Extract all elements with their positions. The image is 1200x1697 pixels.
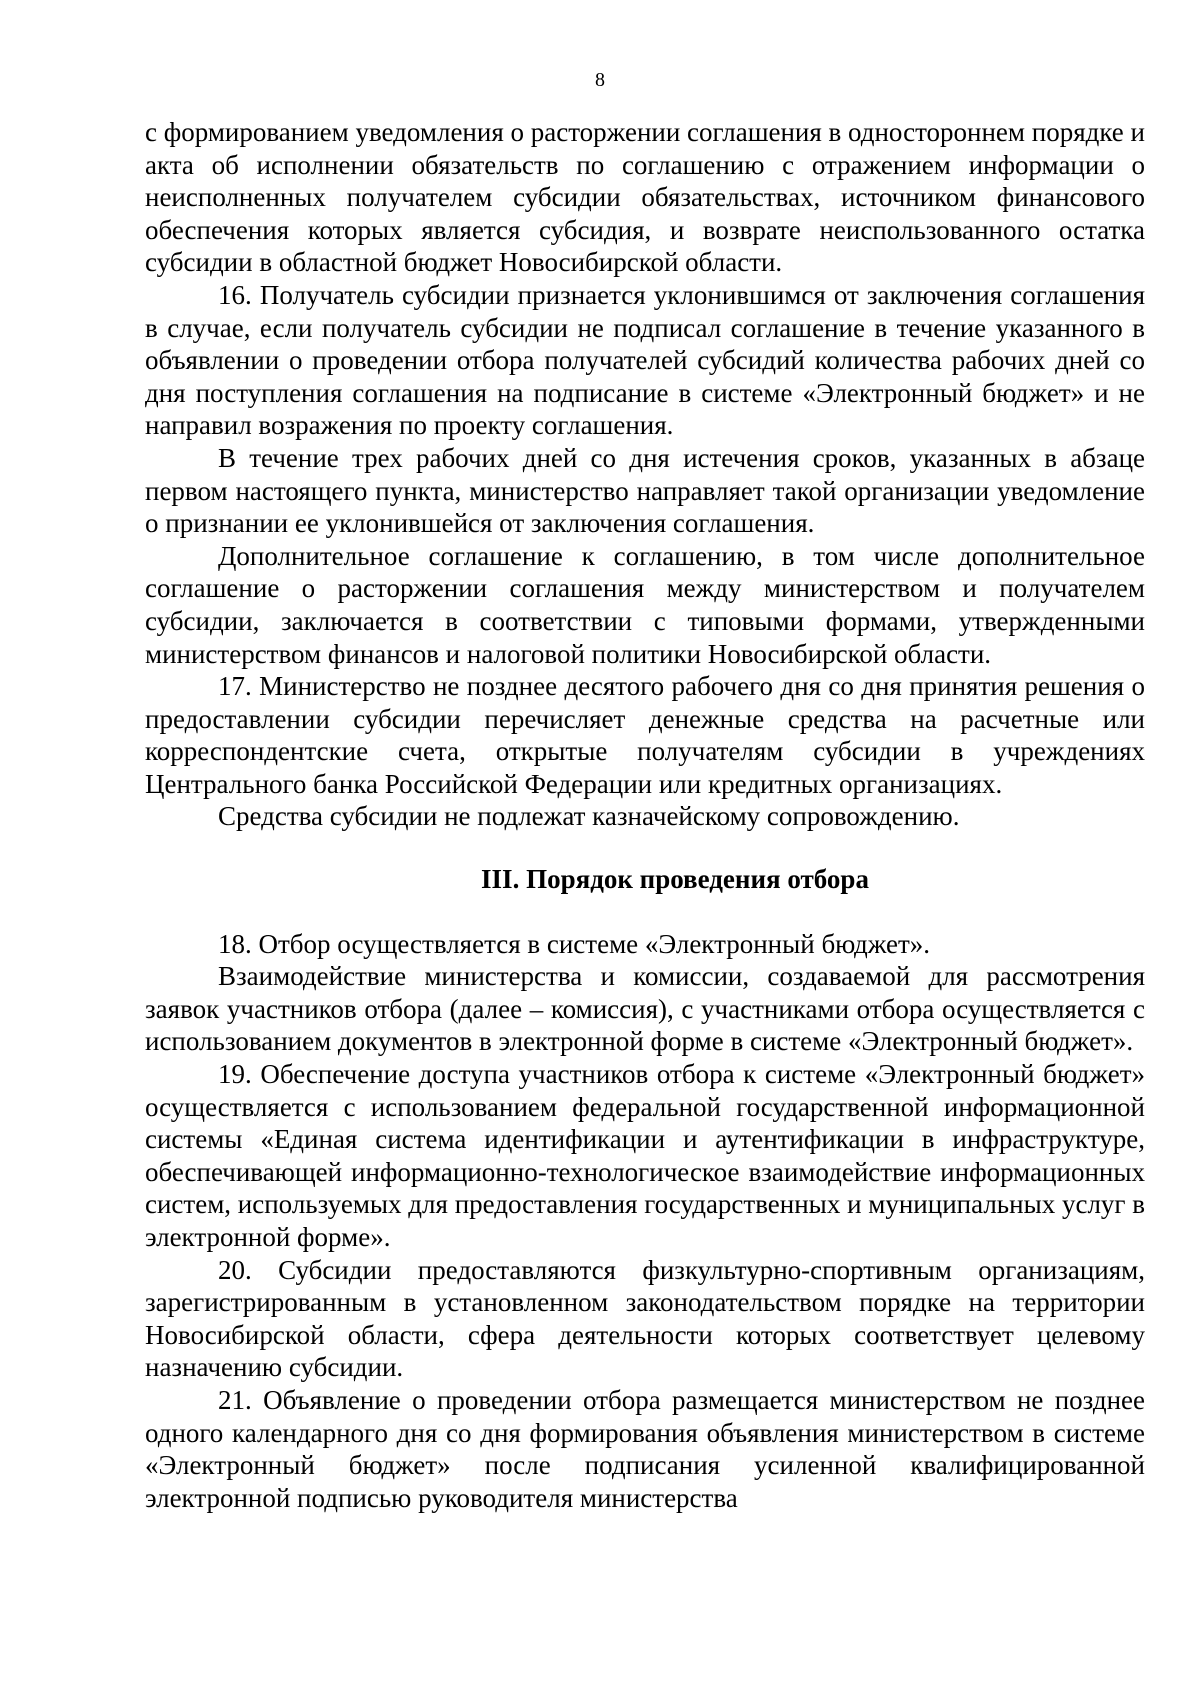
paragraph-item-18-interaction: Взаимодействие министерства и комиссии, создаваемой для рассмотрения заявок участников отбора (далее – комиссия), с участниками отбора осуществляется с использованием документов в электронной форме в системе «Электронный бюджет». [145,961,1145,1057]
paragraph-item-16-additional-agreement: Дополнительное соглашение к соглашению, в том числе дополнительное соглашение о расторжении соглашения между министерством и получателем субсидии, заключается в соответствии с типовыми формами, утвержденными министерством финансов и налоговой политики Новосибирской области. [145,540,1145,669]
paragraph-continuation: с формированием уведомления о расторжении соглашения в одностороннем порядке и акта об исполнении обязательств по соглашению с отражением информации о неисполненных получателем субсидии обязательствах, источником финансового обеспечения которых является субсидия, и возврате неиспользованного остатка субсидии в областной бюджет Новосибирской области. [145,117,1145,278]
paragraph-item-18: 18. Отбор осуществляется в системе «Электронный бюджет». [218,928,931,959]
paragraph-item-16: 16. Получатель субсидии признается уклонившимся от заключения соглашения в случае, если получатель субсидии не подписал соглашение в течение указанного в объявлении о проведении отбора получателей субсидий количества рабочих дней со дня поступления соглашения на подписание в системе «Электронный бюджет» и не направил возражения по проекту соглашения. [145,279,1145,441]
paragraph-item-17-treasury: Средства субсидии не подлежат казначейскому сопровождению. [218,801,960,832]
paragraph-item-16-notice: В течение трех рабочих дней со дня истечения сроков, указанных в абзаце первом настоящего пункта, министерство направляет такой организации уведомление о признании ее уклонившейся от заключения соглашения. [145,442,1145,539]
paragraph-item-20: 20. Субсидии предоставляются физкультурно-спортивным организациям, зарегистрированным в установленном законодательством порядке на территории Новосибирской области, сфера деятельности которых соответствует целевому назначению субсидии. [145,1254,1145,1383]
paragraph-item-19: 19. Обеспечение доступа участников отбора к системе «Электронный бюджет» осуществляется с использованием федеральной государственной информационной системы «Единая система идентификации и аутентификации в инфраструктуре, обеспечивающей информационно-технологическое взаимодействие информационных систем, используемых для предоставления государственных и муниципальных услуг в электронной форме». [145,1059,1145,1252]
page-number: 8 [595,69,605,91]
paragraph-item-21: 21. Объявление о проведении отбора размещается министерством не позднее одного календарного дня со дня формирования объявления министерством в системе «Электронный бюджет» после подписания усиленной квалифицированной электронной подписью руководителя министерства [145,1384,1145,1513]
document-body [145,116,1145,1514]
section-heading: III. Порядок проведения отбора [481,864,869,895]
paragraph-item-17: 17. Министерство не позднее десятого рабочего дня со дня принятия решения о предоставлении субсидии перечисляет денежные средства на расчетные или корреспондентские счета, открытые получателям субсидии в учреждениях Центрального банка Российской Федерации или кредитных организациях. [145,671,1145,799]
